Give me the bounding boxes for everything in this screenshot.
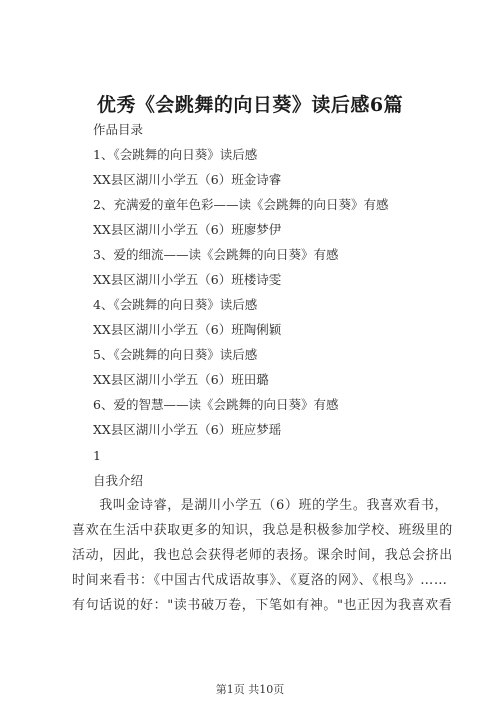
body-paragraph-line: 活动，因此，我也总会获得老师的表扬。课余时间，我总会挤出 xyxy=(72,548,453,563)
page-number-footer: 第1页 共10页 xyxy=(215,683,285,696)
toc-item-2-title: 2、充满爱的童年色彩——读《会跳舞的向日葵》有感 xyxy=(93,197,389,212)
body-paragraph-line: 喜欢在生活中获取更多的知识，我总是积极参加学校、班级里的 xyxy=(72,523,453,538)
toc-item-2-author: XX县区湖川小学五（6）班廖梦伊 xyxy=(93,222,282,237)
toc-heading: 作品目录 xyxy=(93,122,144,137)
toc-item-3-author: XX县区湖川小学五（6）班楼诗雯 xyxy=(93,272,282,287)
body-paragraph-line: 有句话说的好："读书破万卷，下笔如有神。"也正因为我喜欢看 xyxy=(72,598,453,613)
body-paragraph-line: 时间来看书：《中国古代成语故事》、《夏洛的网》、《根鸟》…… xyxy=(72,573,448,588)
section-number: 1 xyxy=(93,448,101,463)
toc-item-1-title: 1、《会跳舞的向日葵》读后感 xyxy=(93,147,258,162)
toc-item-1-author: XX县区湖川小学五（6）班金诗睿 xyxy=(93,172,282,187)
toc-item-6-author: XX县区湖川小学五（6）班应梦瑶 xyxy=(93,422,282,437)
toc-item-5-author: XX县区湖川小学五（6）班田璐 xyxy=(93,372,269,387)
toc-item-5-title: 5、《会跳舞的向日葵》读后感 xyxy=(93,347,258,362)
toc-item-4-title: 4、《会跳舞的向日葵》读后感 xyxy=(93,297,258,312)
section-heading: 自我介绍 xyxy=(93,473,144,488)
document-title: 优秀《会跳舞的向日葵》读后感6篇 xyxy=(96,94,404,116)
toc-item-4-author: XX县区湖川小学五（6）班陶俐颖 xyxy=(93,322,282,337)
toc-item-3-title: 3、爱的细流——读《会跳舞的向日葵》有感 xyxy=(93,247,339,262)
toc-item-6-title: 6、爱的智慧——读《会跳舞的向日葵》有感 xyxy=(93,397,339,412)
body-paragraph-line: 我叫金诗睿，是湖川小学五（6）班的学生。我喜欢看书， xyxy=(72,498,449,513)
